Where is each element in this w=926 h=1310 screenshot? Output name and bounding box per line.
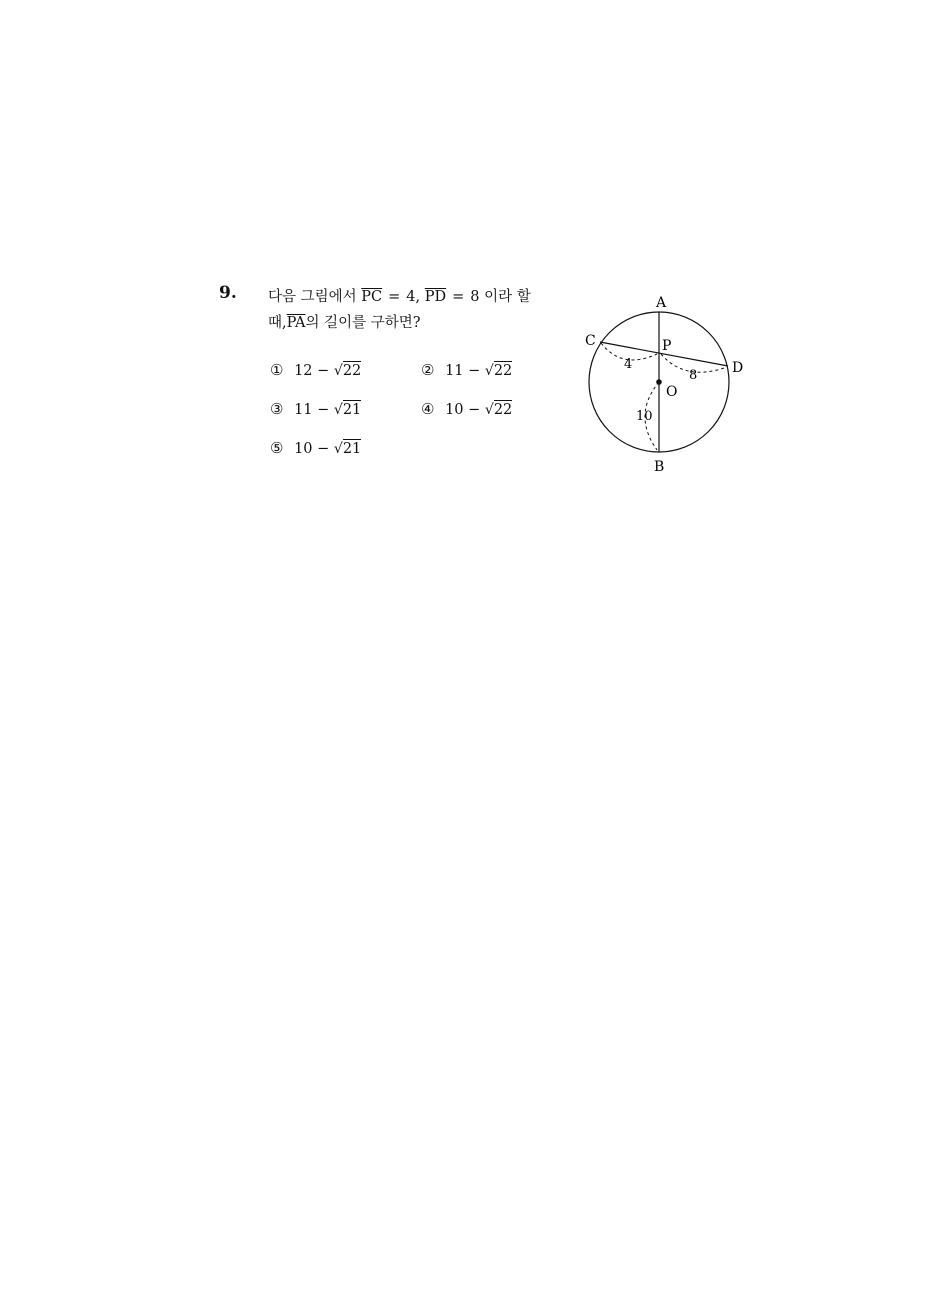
segment-pd: $\overline{PD}$ <box>424 289 447 305</box>
question-line2-prefix: 때, <box>268 315 287 331</box>
choice-2[interactable]: ② 11 − √22 <box>421 361 513 379</box>
choice-marker: ② <box>421 361 435 379</box>
length-pc: 4 <box>624 357 633 372</box>
choice-radicand: 22 <box>342 363 362 379</box>
choice-whole: 10 <box>294 441 313 457</box>
segment-pa: $\overline{PA}$ <box>286 315 306 331</box>
label-d: D <box>732 360 744 376</box>
equals-sign: = <box>452 289 465 305</box>
choice-radicand: 21 <box>342 441 362 457</box>
value-pc: 4, <box>406 289 421 305</box>
choice-marker: ③ <box>270 400 284 418</box>
choice-marker: ④ <box>421 400 435 418</box>
segment-pc: $\overline{PC}$ <box>361 289 383 305</box>
choice-whole: 10 <box>445 402 464 418</box>
choice-radicand: 22 <box>493 363 513 379</box>
circle-figure <box>580 290 760 480</box>
choice-4[interactable]: ④ 10 − √22 <box>421 400 513 418</box>
choice-radicand: 21 <box>342 402 362 418</box>
center-point-o <box>656 379 662 385</box>
question-text-line2 <box>268 311 421 332</box>
label-p: P <box>662 338 672 354</box>
label-a: A <box>656 295 667 311</box>
length-ob: 10 <box>636 409 653 424</box>
choice-1[interactable]: ① 12 − √22 <box>270 361 362 379</box>
choice-marker: ⑤ <box>270 439 284 457</box>
sqrt-icon: √ <box>333 441 343 457</box>
choice-radicand: 22 <box>493 402 513 418</box>
question-line2-suffix: 의 길이를 구하면? <box>305 315 421 331</box>
choice-whole: 11 <box>294 402 313 418</box>
sqrt-icon: √ <box>333 402 343 418</box>
length-pd: 8 <box>689 368 698 383</box>
choice-5[interactable]: ⑤ 10 − √21 <box>270 439 362 457</box>
sqrt-icon: √ <box>484 363 494 379</box>
choice-whole: 11 <box>445 363 464 379</box>
label-c: C <box>585 333 596 349</box>
choice-whole: 12 <box>294 363 313 379</box>
question-number: 9. <box>219 283 237 303</box>
choice-marker: ① <box>270 361 284 379</box>
value-pd: 8 <box>470 289 480 305</box>
sqrt-icon: √ <box>333 363 343 379</box>
question-text-line1 <box>268 285 531 306</box>
sqrt-icon: √ <box>484 402 494 418</box>
question-suffix: 이라 할 <box>484 289 531 305</box>
choice-3[interactable]: ③ 11 − √21 <box>270 400 362 418</box>
equals-sign: = <box>388 289 401 305</box>
label-b: B <box>654 459 665 475</box>
question-prefix: 다음 그림에서 <box>268 289 357 305</box>
label-o: O <box>666 384 678 400</box>
